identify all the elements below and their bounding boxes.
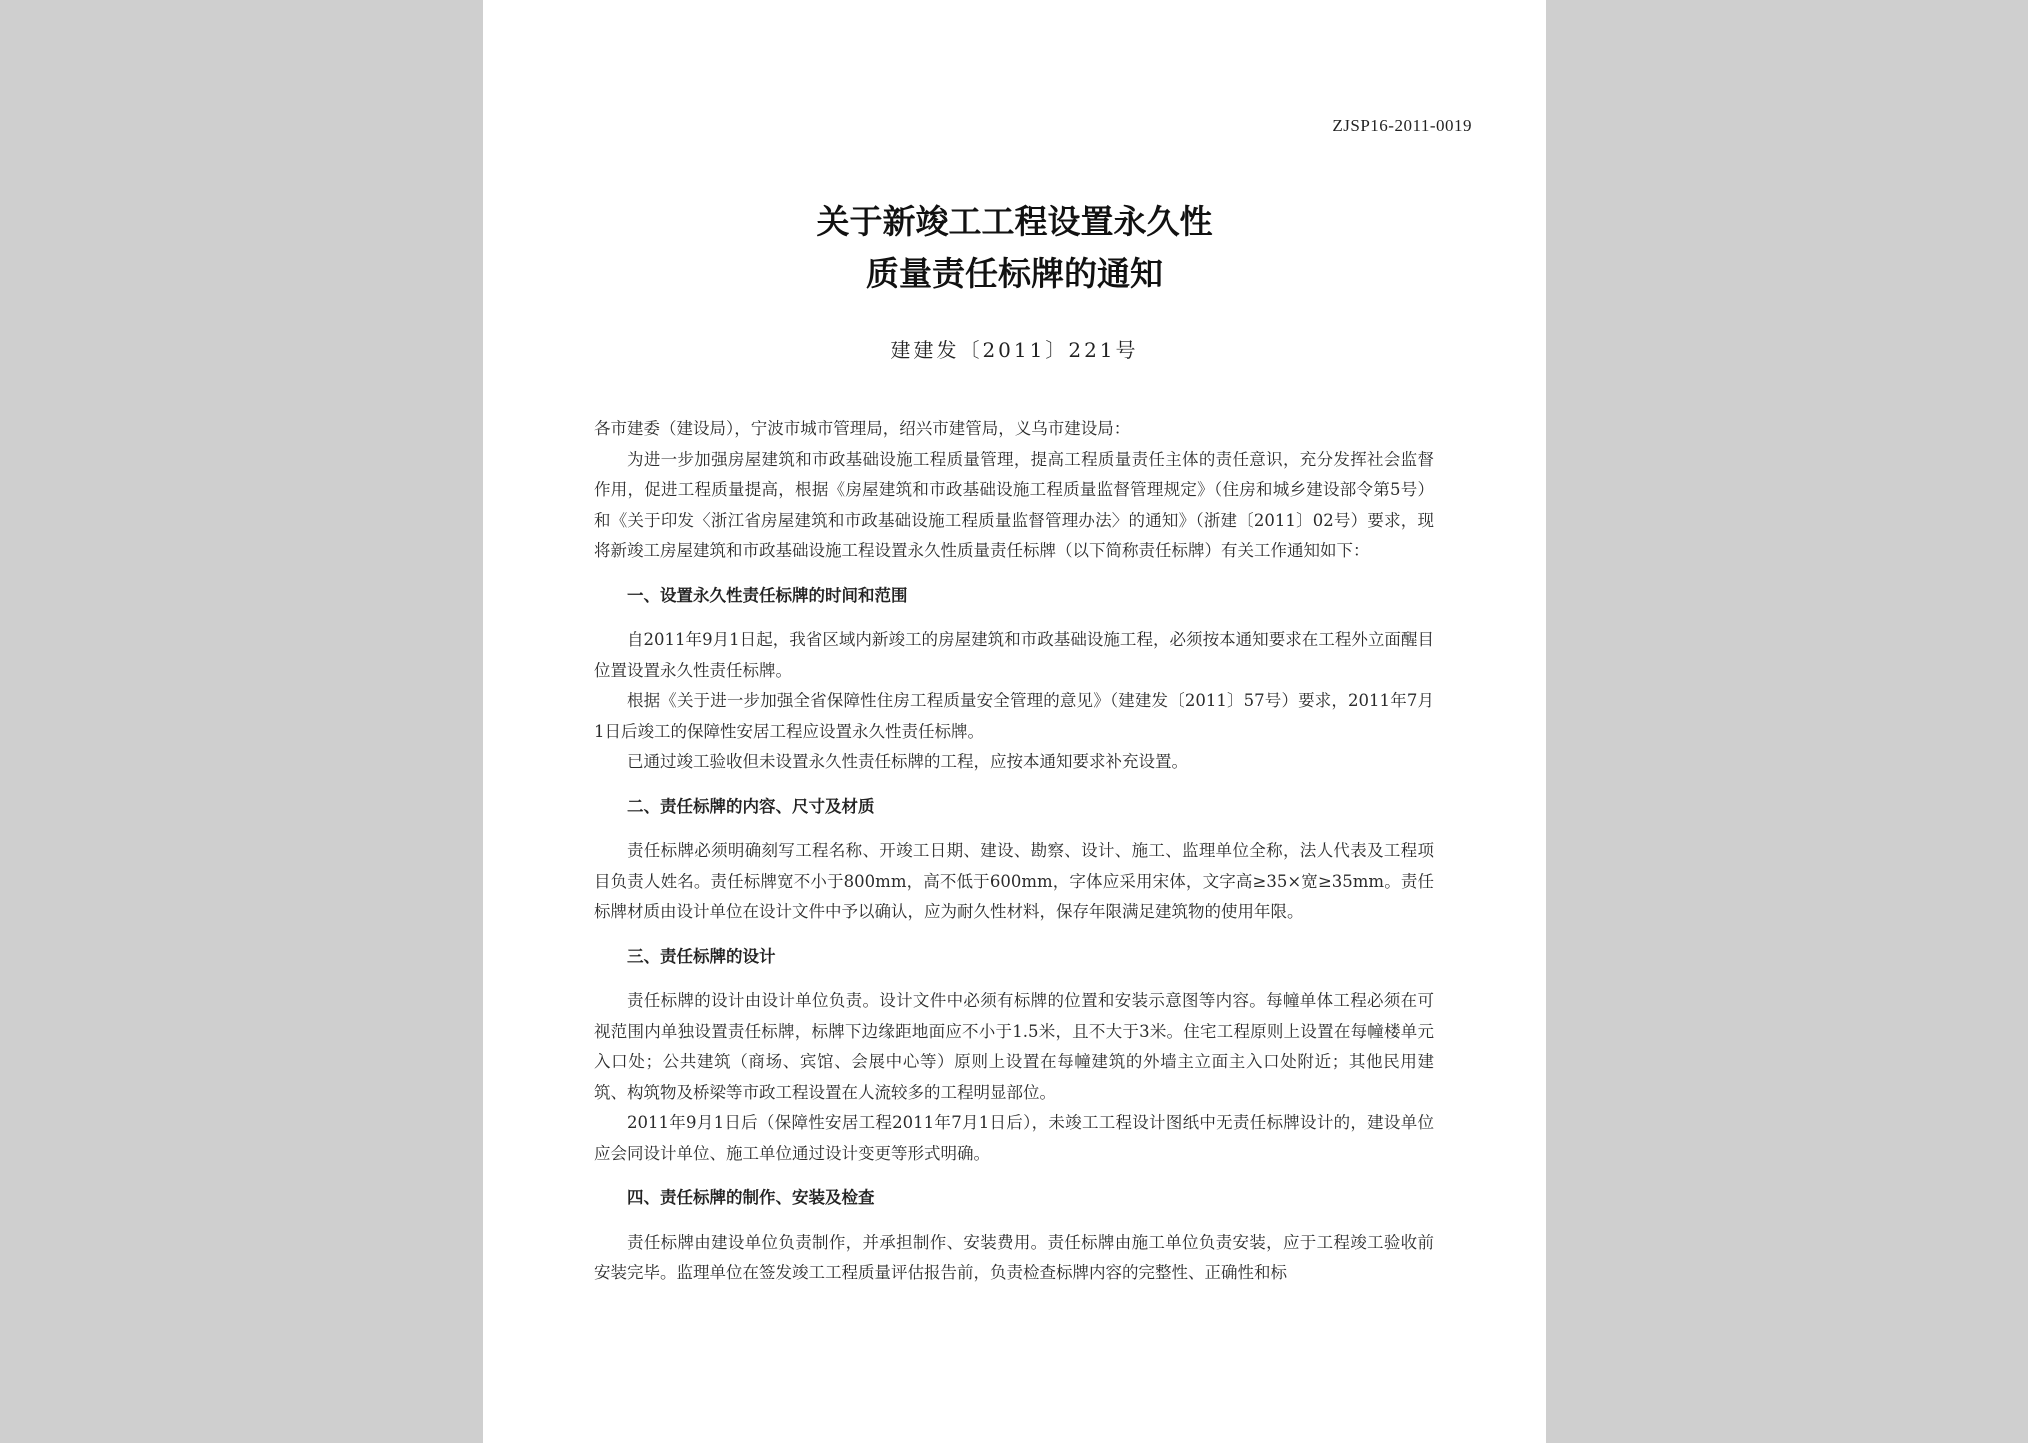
section-1: [594, 581, 1434, 778]
document-code: ZJSP16-2011-0019: [1332, 116, 1472, 135]
document-title: [483, 196, 1546, 300]
section-paragraph: 自2011年9月1日起，我省区域内新竣工的房屋建筑和市政基础设施工程，必须按本通知要求在工程外立面醒目位置设置永久性责任标牌。: [594, 630, 1434, 680]
section-paragraph: 已通过竣工验收但未设置永久性责任标牌的工程，应按本通知要求补充设置。: [627, 752, 1188, 771]
section-paragraph: 责任标牌的设计由设计单位负责。设计文件中必须有标牌的位置和安装示意图等内容。每幢单体工程必须在可视范围内单独设置责任标牌，标牌下边缘距地面应不小于1.5米，且不大于3米。住宅工程原则上设置在每幢楼单元入口处；公共建筑（商场、宾馆、会展中心等）原则上设置在每幢建筑的外墙主立面主入口处附近；其他民用建筑、构筑物及桥梁等市政工程设置在人流较多的工程明显部位。: [594, 991, 1434, 1102]
addressee: 各市建委（建设局），宁波市城市管理局，绍兴市建管局，义乌市建设局：: [594, 419, 1131, 438]
document-number: 建建发〔2011〕221号: [890, 338, 1139, 362]
section-paragraph: 责任标牌必须明确刻写工程名称、开竣工日期、建设、勘察、设计、施工、监理单位全称，法人代表及工程项目负责人姓名。责任标牌宽不小于800mm，高不低于600mm，字体应采用宋体，文字高≥35×宽≥35mm。责任标牌材质由设计单位在设计文件中予以确认，应为耐久性材料，保存年限满足建筑物的使用年限。: [594, 841, 1434, 921]
section-3: [594, 942, 1434, 1170]
section-2: [594, 792, 1434, 928]
section-paragraph: 根据《关于进一步加强全省保障性住房工程质量安全管理的意见》（建建发〔2011〕57号）要求，2011年7月1日后竣工的保障性安居工程应设置永久性责任标牌。: [594, 691, 1434, 741]
section-heading: 三、责任标牌的设计: [627, 946, 776, 966]
title-line-2: 质量责任标牌的通知: [866, 254, 1163, 293]
document-body: [594, 414, 1434, 1289]
section-paragraph: 责任标牌由建设单位负责制作，并承担制作、安装费用。责任标牌由施工单位负责安装，应于工程竣工验收前安装完毕。监理单位在签发竣工工程质量评估报告前，负责检查标牌内容的完整性、正确性和标: [594, 1232, 1434, 1282]
section-4: [594, 1183, 1434, 1289]
document-page: [483, 0, 1546, 1443]
title-line-1: 关于新竣工工程设置永久性: [816, 202, 1213, 241]
intro-paragraph: 为进一步加强房屋建筑和市政基础设施工程质量管理，提高工程质量责任主体的责任意识，充分发挥社会监督作用，促进工程质量提高，根据《房屋建筑和市政基础设施工程质量监督管理规定》（住房和城乡建设部令第5号）和《关于印发〈浙江省房屋建筑和市政基础设施工程质量监督管理办法〉的通知》（浙建〔2011〕02号）要求，现将新竣工房屋建筑和市政基础设施工程设置永久性质量责任标牌（以下简称责任标牌）有关工作通知如下：: [594, 449, 1434, 560]
section-paragraph: 2011年9月1日后（保障性安居工程2011年7月1日后），未竣工工程设计图纸中无责任标牌设计的，建设单位应会同设计单位、施工单位通过设计变更等形式明确。: [594, 1113, 1434, 1163]
section-heading: 二、责任标牌的内容、尺寸及材质: [627, 796, 875, 816]
section-heading: 四、责任标牌的制作、安装及检查: [627, 1188, 875, 1207]
section-heading: 一、设置永久性责任标牌的时间和范围: [627, 585, 908, 605]
